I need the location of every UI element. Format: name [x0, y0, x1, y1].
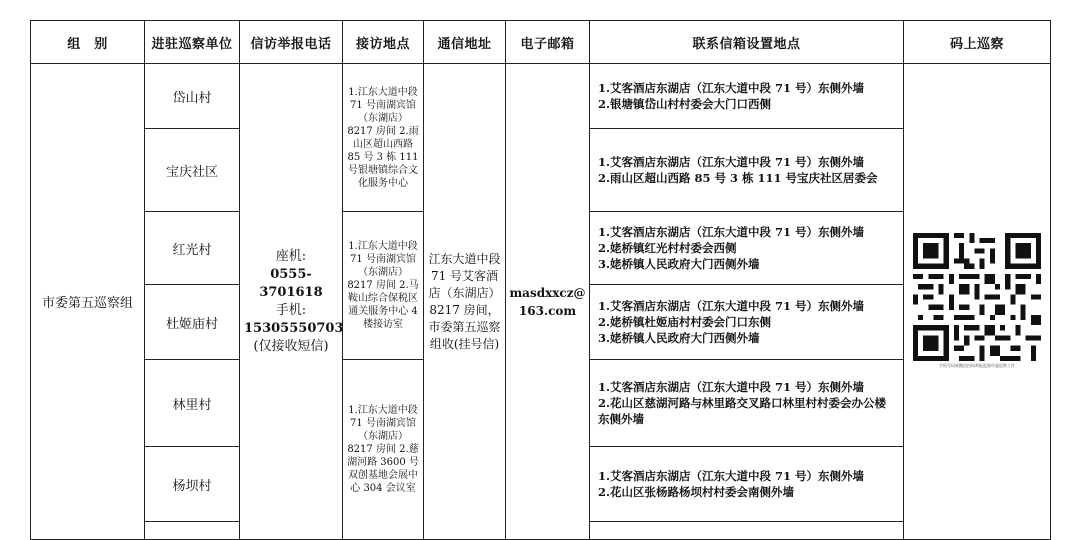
visit-location: 1.江东大道中段 71 号南湖宾馆（东湖店）8217 房间 2.雨山区超山西路 85 号 3 栋 111 号银塘镇综合文化服务中心 — [343, 64, 424, 212]
visit-location: 1.江东大道中段 71 号南湖宾馆（东湖店）8217 房间 2.马鞍山综合保税区通关服务中心 4 楼接访室 — [343, 212, 424, 360]
landline-number: 0555-3701618 — [259, 266, 323, 300]
qr-code-icon[interactable] — [913, 233, 1041, 361]
mailbox-line: 1.艾客酒店东湖店（江东大道中段 71 号）东侧外墙 — [598, 225, 865, 239]
mailbox-line: 2.姥桥镇杜姬庙村村委会门口东侧 — [598, 315, 772, 329]
qr-caption: 手机号码或微信扫码举报监督市委巡察工作 — [939, 362, 1015, 368]
mobile-label: 手机: — [275, 302, 307, 318]
header-row — [31, 21, 1051, 64]
mailbox-locations — [590, 212, 904, 285]
qr-cell — [904, 64, 1051, 540]
table-row — [31, 64, 1051, 129]
mailbox-locations — [590, 447, 904, 522]
visit-location: 1.江东大道中段 71 号南湖宾馆（东湖店）8217 房间 2.慈湖河路 3600 号双创基地会展中心 304 会议室 — [343, 360, 424, 540]
inspection-table — [30, 20, 1051, 540]
mailbox-line: 2.花山区张杨路杨坝村村委会南侧外墙 — [598, 485, 795, 499]
mailing-address: 江东大道中段 71 号艾客酒店（东湖店）8217 房间，市委第五巡察组收(挂号信) — [424, 64, 506, 540]
landline-label: 座机: — [275, 248, 307, 264]
mailbox-locations — [590, 129, 904, 212]
unit-name: 红光村 — [145, 212, 240, 285]
header-email: 电子邮箱 — [506, 21, 590, 64]
phone-note: (仅接收短信) — [253, 338, 329, 354]
mailbox-line: 1.艾客酒店东湖店（江东大道中段 71 号）东侧外墙 — [598, 155, 865, 169]
mailbox-locations — [590, 285, 904, 360]
mailbox-line: 3.姥桥镇人民政府大门西侧外墙 — [598, 257, 760, 271]
mailbox-locations — [590, 360, 904, 447]
empty-cell — [590, 522, 904, 540]
header-mailbox: 联系信箱设置地点 — [590, 21, 904, 64]
unit-name: 杜姬庙村 — [145, 285, 240, 360]
group-name: 市委第五巡察组 — [31, 64, 145, 540]
mailbox-line: 2.姥桥镇红光村村委会西侧 — [598, 241, 737, 255]
qr-wrapper — [913, 233, 1041, 369]
mailbox-line: 1.艾客酒店东湖店（江东大道中段 71 号）东侧外墙 — [598, 469, 865, 483]
header-address: 通信地址 — [424, 21, 506, 64]
phone-cell — [240, 64, 343, 540]
header-qr: 码上巡察 — [904, 21, 1051, 64]
mailbox-line: 2.花山区慈湖河路与林里路交叉路口林里村村委会办公楼东侧外墙 — [598, 396, 887, 426]
email-address[interactable]: masdxxcz@163.com — [506, 64, 590, 540]
header-phone: 信访举报电话 — [240, 21, 343, 64]
empty-cell — [145, 522, 240, 540]
unit-name: 宝庆社区 — [145, 129, 240, 212]
mailbox-line: 1.艾客酒店东湖店（江东大道中段 71 号）东侧外墙 — [598, 299, 865, 313]
mailbox-line: 1.艾客酒店东湖店（江东大道中段 71 号）东侧外墙 — [598, 380, 865, 394]
mailbox-line: 3.姥桥镇人民政府大门西侧外墙 — [598, 331, 760, 345]
mailbox-line: 1.艾客酒店东湖店（江东大道中段 71 号）东侧外墙 — [598, 81, 865, 95]
mailbox-line: 2.雨山区超山西路 85 号 3 栋 111 号宝庆社区居委会 — [598, 171, 878, 185]
header-location: 接访地点 — [343, 21, 424, 64]
unit-name: 林里村 — [145, 360, 240, 447]
unit-name: 岱山村 — [145, 64, 240, 129]
mobile-number: 15305550703 — [244, 320, 344, 336]
header-group: 组 别 — [31, 21, 145, 64]
header-unit: 进驻巡察单位 — [145, 21, 240, 64]
mailbox-locations — [590, 64, 904, 129]
unit-name: 杨坝村 — [145, 447, 240, 522]
mailbox-line: 2.银塘镇岱山村村委会大门口西侧 — [598, 97, 772, 111]
